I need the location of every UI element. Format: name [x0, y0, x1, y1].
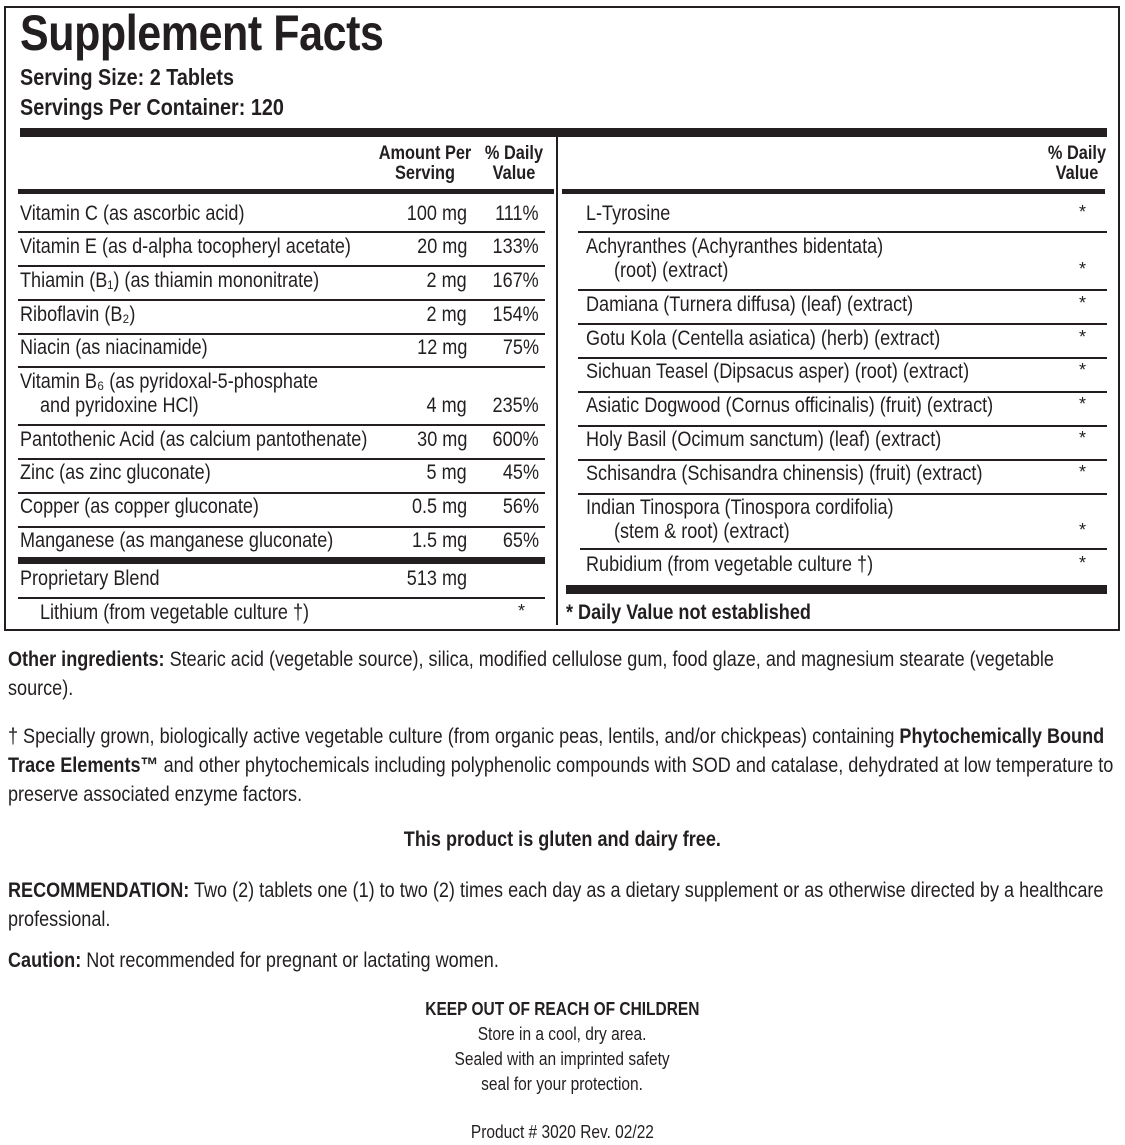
row-rule: [18, 299, 545, 301]
header-line: % Daily: [484, 143, 544, 164]
footnote-thick-rule: [566, 585, 1107, 594]
row-rule: [18, 526, 545, 528]
ingredient-name: Schisandra (Schisandra chinensis) (fruit) (extract): [586, 462, 983, 485]
ingredient-name: Asiatic Dogwood (Cornus officinalis) (fruit) (extract): [586, 394, 994, 417]
nutrient-dv: 75%: [502, 336, 539, 359]
left-header-rule: [18, 189, 554, 194]
nutrient-amount: 4 mg: [426, 394, 467, 417]
nutrient-name: Riboflavin (B₂): [20, 303, 136, 326]
ingredient-name: Indian Tinospora (Tinospora cordifolia): [586, 496, 894, 519]
nutrient-amount: 2 mg: [426, 303, 467, 326]
ingredient-row: [586, 496, 1106, 552]
nutrient-amount: 5 mg: [426, 461, 467, 484]
header-line: Value: [492, 163, 536, 184]
nutrient-name: Pantothenic Acid (as calcium pantothenate): [20, 428, 368, 451]
daily-value-header-left: [483, 144, 545, 184]
nutrient-dv: 167%: [492, 269, 539, 292]
nutrient-amount: 1.5 mg: [411, 529, 467, 552]
dv-not-established-mark: *: [1078, 394, 1086, 414]
header-line: % Daily: [1047, 143, 1107, 164]
dv-not-established-mark: *: [1078, 327, 1086, 347]
row-rule: [580, 548, 1107, 550]
dv-not-established-mark: *: [1078, 553, 1086, 573]
row-rule: [578, 493, 1107, 495]
gluten-free-text: This product is gluten and dairy free.: [403, 828, 722, 851]
seal-text-continued: seal for your protection.: [481, 1074, 644, 1094]
dv-not-established-mark: *: [1078, 293, 1086, 313]
nutrient-amount: 0.5 mg: [411, 495, 467, 518]
nutrient-amount: 12 mg: [416, 336, 467, 359]
blend-thick-rule: [18, 557, 545, 564]
seal-text: Sealed with an imprinted safety: [454, 1049, 671, 1069]
blend-amount: 513 mg: [406, 567, 467, 590]
nutrient-dv: 600%: [492, 428, 539, 451]
amount-per-serving-header: [378, 144, 473, 184]
nutrient-dv: 65%: [502, 529, 539, 552]
servings-per-container: Servings Per Container: 120: [20, 94, 284, 120]
serving-size: Serving Size: 2 Tablets: [20, 64, 234, 90]
caution-text: Not recommended for pregnant or lactating women.: [81, 949, 499, 972]
header-line: Serving: [395, 163, 455, 184]
product-number: [0, 1122, 1125, 1143]
other-ingredients: [8, 645, 1118, 703]
label-title: Supplement Facts: [20, 5, 384, 61]
allergen-statement: [0, 828, 1125, 852]
row-rule: [18, 458, 545, 460]
row-rule: [578, 391, 1107, 393]
row-rule: [18, 366, 545, 368]
ingredient-name: Damiana (Turnera diffusa) (leaf) (extract): [586, 293, 914, 316]
nutrient-row: [20, 370, 545, 426]
nutrient-dv: 45%: [502, 461, 539, 484]
ingredient-name: Holy Basil (Ocimum sanctum) (leaf) (extract): [586, 428, 942, 451]
row-rule: [578, 425, 1107, 427]
caution: [8, 946, 1118, 975]
row-rule: [578, 289, 1107, 291]
keep-out-warning: KEEP OUT OF REACH OF CHILDREN: [425, 999, 700, 1019]
ingredient-name: Achyranthes (Achyranthes bidentata): [586, 235, 884, 258]
row-rule: [18, 231, 545, 233]
dagger-text-continued: and other phytochemicals including polyphenolic compounds with SOD and catalase, dehydrated at low temperature to preserve associated enzyme factors.: [8, 754, 1114, 806]
dagger-text: † Specially grown, biologically active vegetable culture (from organic peas, lentils, and/or chickpeas) containing: [8, 725, 900, 748]
recommendation: [8, 876, 1118, 934]
nutrient-dv: 235%: [492, 394, 539, 417]
dv-not-established-mark: *: [1078, 520, 1086, 540]
row-rule: [18, 333, 545, 335]
dv-not-established-mark: *: [1078, 428, 1086, 448]
nutrient-dv: 154%: [492, 303, 539, 326]
recommendation-label: RECOMMENDATION:: [8, 879, 190, 902]
nutrient-row: [20, 202, 545, 232]
nutrient-dv: 56%: [502, 495, 539, 518]
recommendation-text: Two (2) tablets one (1) to two (2) times each day as a dietary supplement or as otherwise directed by a healthcare professional.: [8, 879, 1104, 931]
top-thick-rule: [20, 128, 1107, 137]
nutrient-name: Zinc (as zinc gluconate): [20, 461, 211, 484]
trademark-text: Phytochemically Bound Trace Elements™: [8, 725, 1105, 777]
row-rule: [18, 597, 545, 599]
nutrient-name-continued: and pyridoxine HCl): [40, 394, 199, 417]
ingredient-name: Gotu Kola (Centella asiatica) (herb) (extract): [586, 327, 941, 350]
nutrient-dv: 133%: [492, 235, 539, 258]
ingredient-name-continued: (root) (extract): [614, 259, 729, 282]
nutrient-name: Vitamin B₆ (as pyridoxal-5-phosphate: [20, 370, 319, 393]
ingredient-name: L-Tyrosine: [586, 202, 671, 225]
ingredient-name: Rubidium (from vegetable culture †): [586, 553, 874, 576]
caution-label: Caution:: [8, 949, 82, 972]
row-rule: [578, 357, 1107, 359]
dagger-footnote: [8, 722, 1118, 809]
dv-not-established-mark: *: [1078, 259, 1086, 279]
blend-name: Proprietary Blend: [20, 567, 160, 590]
right-header-rule: [562, 189, 1105, 194]
header-line: Value: [1055, 163, 1099, 184]
ingredient-name-continued: (stem & root) (extract): [614, 520, 790, 543]
other-ingredients-text: Stearic acid (vegetable source), silica, modified cellulose gum, food glaze, and magnesium stearate (vegetable source).: [8, 648, 1054, 700]
dv-not-established-mark: *: [1078, 360, 1086, 380]
dv-footnote-text: * Daily Value not established: [566, 601, 811, 624]
row-rule: [18, 265, 545, 267]
nutrient-name: Copper (as copper gluconate): [20, 495, 259, 518]
nutrient-name: Vitamin E (as d-alpha tocopheryl acetate): [20, 235, 351, 258]
product-number-text: Product # 3020 Rev. 02/22: [470, 1122, 655, 1142]
nutrient-amount: 30 mg: [416, 428, 467, 451]
nutrient-name: Niacin (as niacinamide): [20, 336, 208, 359]
nutrient-name: Vitamin C (as ascorbic acid): [20, 202, 245, 225]
nutrient-amount: 20 mg: [416, 235, 467, 258]
row-rule: [578, 459, 1107, 461]
storage-block: [0, 997, 1125, 1097]
nutrient-name: Manganese (as manganese gluconate): [20, 529, 334, 552]
nutrient-amount: 2 mg: [426, 269, 467, 292]
ingredient-name: Lithium (from vegetable culture †): [40, 601, 310, 624]
row-rule: [18, 492, 545, 494]
ingredient-row: [586, 235, 1106, 291]
other-ingredients-label: Other ingredients:: [8, 648, 165, 671]
dv-not-established-mark: *: [1078, 462, 1086, 482]
nutrient-name: Thiamin (B₁) (as thiamin mononitrate): [20, 269, 320, 292]
row-rule: [578, 323, 1107, 325]
header-line: Amount Per: [378, 143, 472, 164]
storage-text: Store in a cool, dry area.: [478, 1024, 647, 1044]
ingredient-name: Sichuan Teasel (Dipsacus asper) (root) (extract): [586, 360, 970, 383]
dv-not-established-mark: *: [517, 601, 525, 621]
nutrient-dv: 111%: [495, 202, 539, 225]
nutrient-amount: 100 mg: [406, 202, 467, 225]
dv-not-established-mark: *: [1078, 202, 1086, 222]
column-divider: [556, 135, 558, 625]
row-rule: [578, 231, 1107, 233]
row-rule: [18, 424, 545, 426]
daily-value-header-right: [1045, 144, 1109, 184]
